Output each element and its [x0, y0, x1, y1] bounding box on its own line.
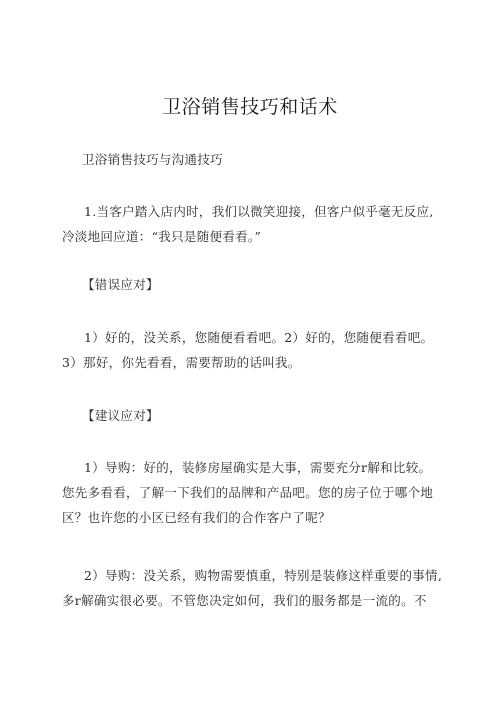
- heading-wrong-response: 【错误应对】: [82, 277, 159, 292]
- paragraph-wrong-responses: 1）好的，没关系，您随便看看吧。2）好的，您随便看看吧。3）那好，你先看看，需要帮助的话叫我。: [62, 330, 434, 370]
- paragraph-customer-entry: 1.当客户踏入店内时，我们以微笑迎接，但客户似乎毫无反应,冷淡地回应道：“我只是随便看看。”: [62, 204, 434, 244]
- document-subtitle: 卫浴销售技巧与沟通技巧: [82, 152, 223, 167]
- paragraph-suggestion-2: 2）导购：没关系，购物需要慎重，特别是装修这样重要的事情,多r解确实很必要。不管您决定如何，我们的服务都是一流的。不: [62, 568, 443, 608]
- document-title: 卫浴销售技巧和话术: [162, 96, 338, 118]
- heading-suggested-response: 【建议应对】: [82, 408, 159, 423]
- paragraph-suggestion-1: 1）导购：好的，装修房屋确实是大事，需要充分r解和比较。您先多看看，了解一下我们的品牌和产品吧。您的房子位于哪个地区？也许您的小区已经有我们的合作客户了呢？: [62, 460, 434, 525]
